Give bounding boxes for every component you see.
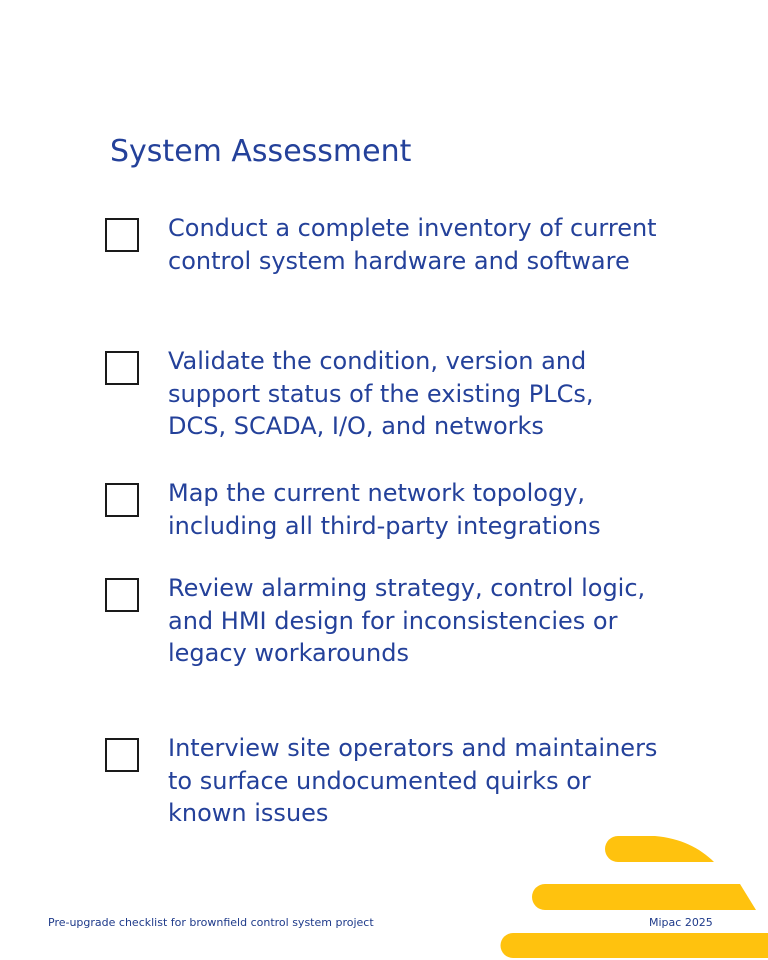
checkbox[interactable] xyxy=(105,351,139,385)
decorative-stripe-bottom xyxy=(501,933,768,958)
checkbox[interactable] xyxy=(105,578,139,612)
checklist-item-text: Conduct a complete inventory of current control system hardware and software xyxy=(168,214,657,275)
page-title: System Assessment xyxy=(110,134,412,169)
checklist-item-text: Interview site operators and maintainers to surface undocumented quirks or known issues xyxy=(168,734,658,827)
checkbox[interactable] xyxy=(105,483,139,517)
checklist-item-text: Validate the condition, version and support status of the existing PLCs, DCS, SCADA, I/O, and networks xyxy=(168,347,594,440)
checkbox[interactable] xyxy=(105,218,139,252)
decorative-stripe-middle xyxy=(532,884,756,910)
checklist-item-text: Map the current network topology, including all third-party integrations xyxy=(168,479,601,540)
checkbox[interactable] xyxy=(105,738,139,772)
footer-brand-year: Mipac 2025 xyxy=(649,916,713,929)
checklist-item-text: Review alarming strategy, control logic, and HMI design for inconsistencies or legacy workarounds xyxy=(168,574,646,667)
footer-caption: Pre-upgrade checklist for brownfield control system project xyxy=(48,916,374,929)
decorative-stripe-top xyxy=(605,836,714,862)
